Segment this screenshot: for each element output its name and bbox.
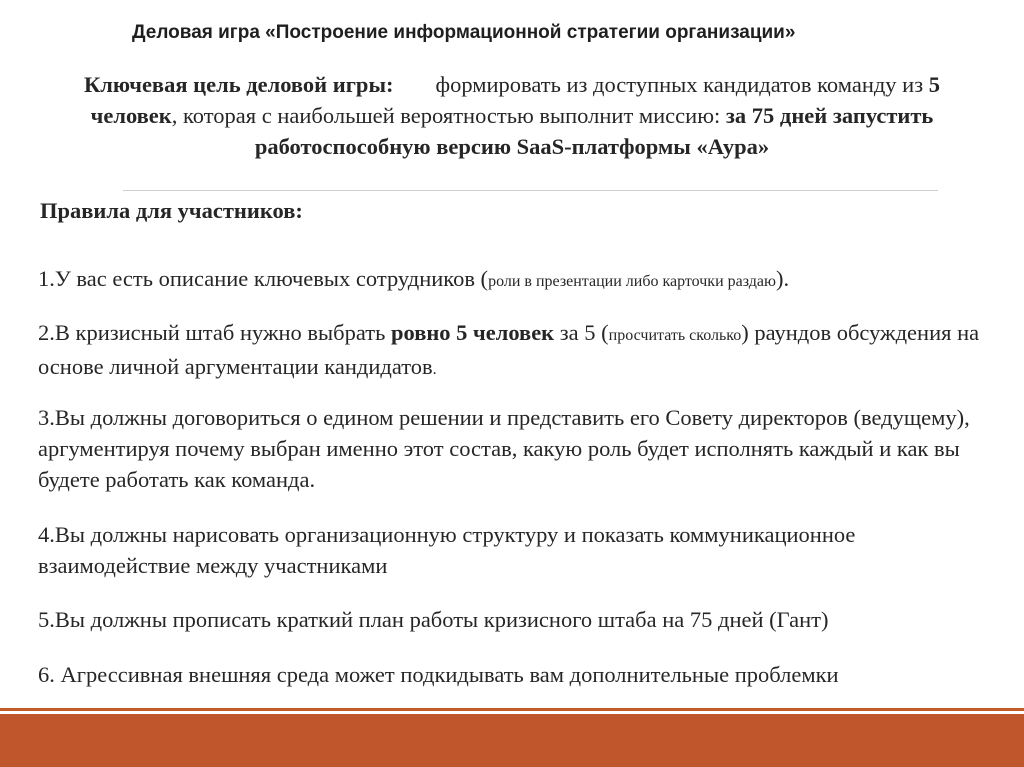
slide-title: Деловая игра «Построение информационной стратегии организации» [132,22,796,43]
goal-text-1: формировать из доступных кандидатов команду из [435,72,929,97]
goal-mission: за 75 дней запустить работоспособную версию SaaS-платформы «Аура» [254,103,934,159]
goal-label: Ключевая цель деловой игры: [83,72,394,97]
rule-5: 5.Вы должны прописать краткий план работы кризисного штаба на 75 дней (Гант) [38,607,829,632]
divider [123,190,938,191]
goal-team-size: 5 человек [90,72,940,128]
rule-1-end: ). [775,266,790,291]
rule-1-note: роли в презентации либо карточки раздаю [488,273,776,290]
rule-2-bold: ровно 5 человек [390,320,555,345]
goal-text-2: , которая с наибольшей вероятностью выполнит миссию: [171,103,726,128]
rule-2-text-2: за 5 ( [554,320,609,345]
footer-stripe [0,708,1024,711]
rule-2-text-3: ) раундов обсуждения на основе личной аргументации кандидатов [38,320,980,379]
rules-heading: Правила для участников: [40,198,303,223]
rule-2-end: . [432,361,437,378]
rule-1 [38,263,988,297]
rule-2 [38,317,988,385]
goal-block [40,69,984,162]
rule-2-note: просчитать сколько [608,327,742,344]
rule-6: 6. Агрессивная внешняя среда может подкидывать вам дополнительные проблемки [38,662,839,687]
rule-2-text-1: 2.В кризисный штаб нужно выбрать [38,320,391,345]
rule-3: 3.Вы должны договориться о едином решении и представить его Совету директоров (ведущему), аргументируя почему выбран именно этот состав, какую роль будет исполнять каждый и как вы будете работать как команда. [38,405,970,492]
rule-4: 4.Вы должны нарисовать организационную структуру и показать коммуникационное взаимодействие между участниками [38,522,856,578]
footer-band [0,714,1024,767]
rule-1-text: 1.У вас есть описание ключевых сотрудников ( [38,266,489,291]
